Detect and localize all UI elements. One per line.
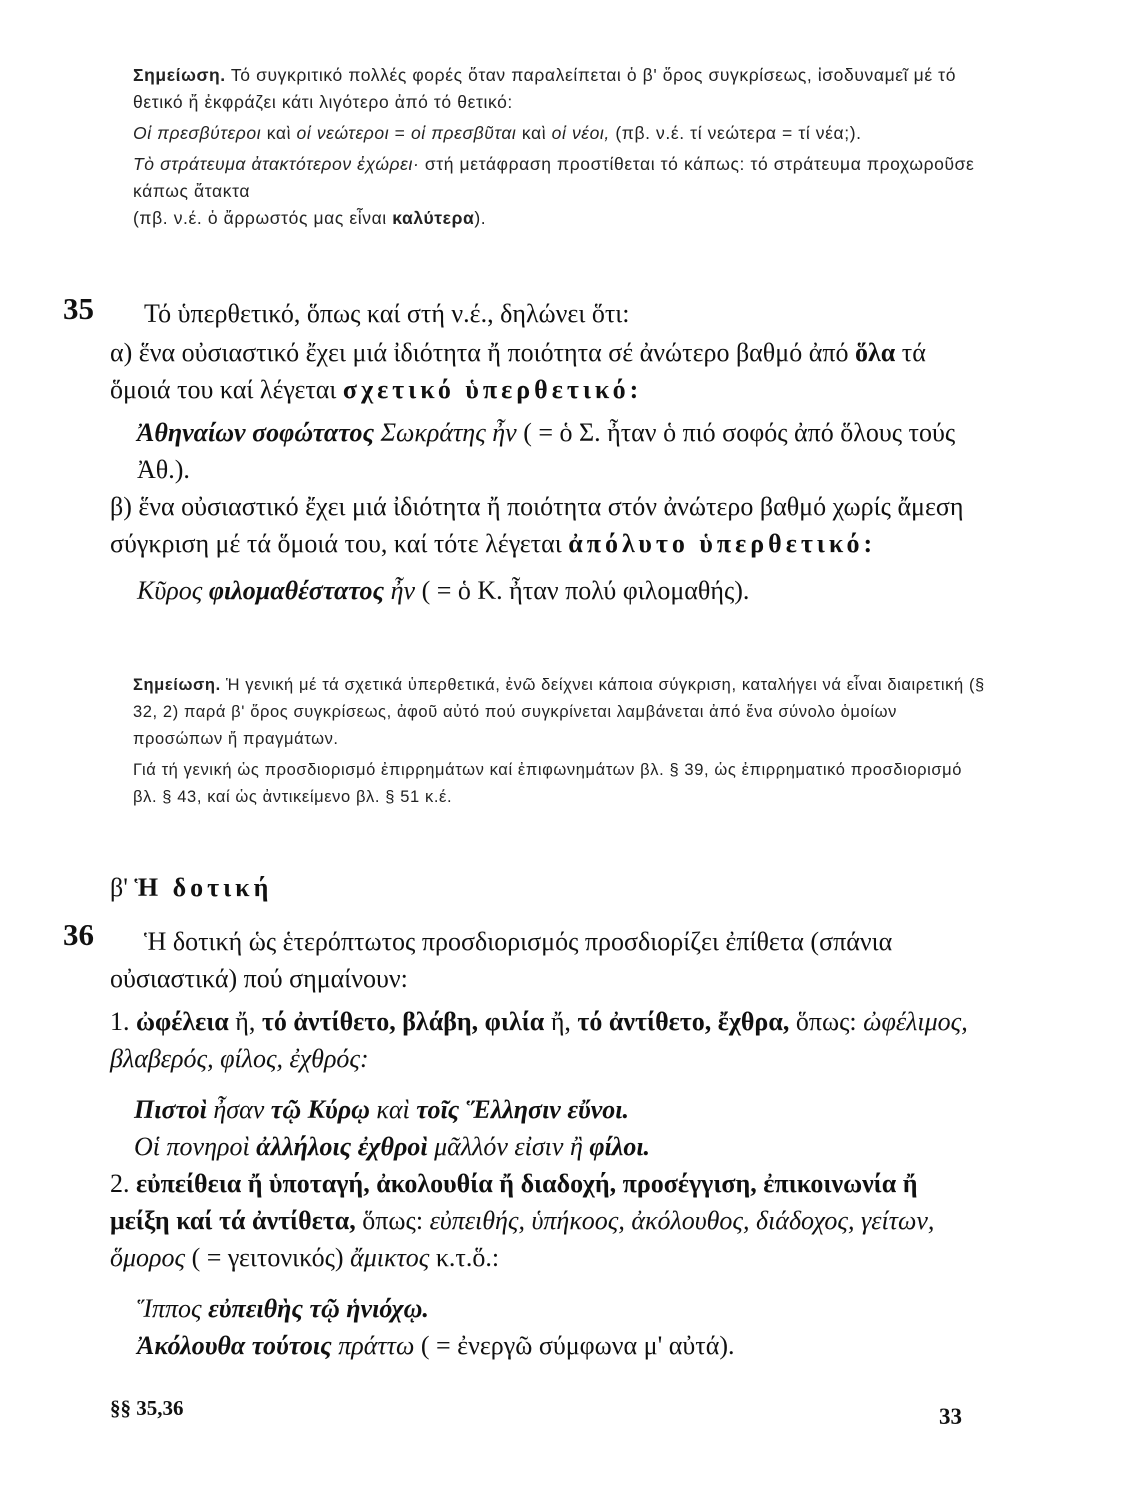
section-36-body xyxy=(110,923,976,1364)
section-number-36: 36 xyxy=(63,917,94,952)
note-example: Οἱ πρεσβύτεροι καὶ οἱ νεώτεροι = οἱ πρεσβῦται καὶ οἱ νέοι, (πβ. ν.έ. τί νεώτερα = τί νέα;). xyxy=(133,123,862,143)
example-2: Οἱ πονηροὶ ἀλλήλοις ἐχθροὶ μᾶλλόν εἰσιν ἢ φίλοι. xyxy=(134,1132,651,1161)
point-b: β) ἕνα οὐσιαστικό ἔχει μιά ἰδιότητα ἤ ποιότητα στόν ἀνώτερο βαθμό χωρίς ἄμεση σύγκριση μέ τά ὅμοιά του, καί τότε λέγεται ἀπόλυτο ὑπερθετικό: xyxy=(110,492,964,558)
point-a: α) ἕνα οὐσιαστικό ἔχει μιά ἰδιότητα ἤ ποιότητα σέ ἀνώτερο βαθμό ἀπό ὅλα τά ὅμοιά του καί λέγεται σχετικό ὑπερθετικό: xyxy=(110,338,926,404)
note-comparative xyxy=(133,62,988,236)
example-3: Ἵππος εὐπειθὴς τῷ ἡνιόχῳ. xyxy=(137,1294,429,1323)
note-genitive xyxy=(133,672,988,815)
note-paragraph: Γιά τή γενική ὡς προσδιορισμό ἐπιρρημάτων καί ἐπιφωνημάτων βλ. § 39, ὡς ἐπιρρηματικό προσδιορισμό βλ. § 43, καί ὡς ἀντικείμενο βλ. § 51 κ.έ. xyxy=(133,761,963,806)
example-b: Κῦρος φιλομαθέστατος ἦν ( = ὁ Κ. ἦταν πολύ φιλομαθής). xyxy=(137,576,750,605)
example-4: Ἀκόλουθα τούτοις πράττω ( = ἐνεργῶ σύμφωνα μ' αὐτά). xyxy=(137,1331,735,1360)
example-1: Πιστοὶ ἦσαν τῷ Κύρῳ καὶ τοῖς Ἕλλησιν εὔνοι. xyxy=(134,1095,630,1124)
footer-section-ref: §§ 35,36 xyxy=(110,1396,184,1420)
page-number: 33 xyxy=(939,1404,962,1429)
point-1: 1. ὠφέλεια ἤ, τό ἀντίθετο, βλάβη, φιλία ἤ, τό ἀντίθετο, ἔχθρα, ὅπως: ὠφέλιμος, βλαβερός, φίλος, ἐχθρός: xyxy=(110,1007,968,1073)
note-paragraph: Σημείωση. Τό συγκριτικό πολλές φορές ὅταν παραλείπεται ὁ β' ὅρος συγκρίσεως, ἰσοδυναμεῖ μέ τό θετικό ἤ ἐκφράζει κάτι λιγότερο ἀπό τό θετικό: xyxy=(133,65,957,112)
section-intro: Τό ὑπερθετικό, ὅπως καί στή ν.έ., δηλώνει ὅτι: xyxy=(144,299,630,328)
section-intro: Ἡ δοτική ὡς ἑτερόπτωτος προσδιορισμός προσδιορίζει ἐπίθετα (σπάνια οὐσιαστικά) πού σημαίνουν: xyxy=(110,927,893,993)
note-label: Σημείωση. xyxy=(133,65,226,85)
note-example: Τὸ στράτευμα ἀτακτότερον ἐχώρει· στή μετάφραση προστίθεται τό κάπως: τό στράτευμα προχωροῦσε κάπως ἄτακτα (πβ. ν.έ. ὁ ἄρρωστός μας εἶναι καλύτερα). xyxy=(133,154,975,228)
section-heading-dative: β' Ἡ δοτική xyxy=(110,873,273,902)
term-absolute-superlative: ἀπόλυτο ὑπερθετικό: xyxy=(568,529,877,558)
note-paragraph: Σημείωση. Ἡ γενική μέ τά σχετικά ὑπερθετικά, ἐνῶ δείχνει κάποια σύγκριση, καταλήγει νά εἶναι διαιρετική (§ 32, 2) παρά β' ὅρος συγκρίσεως, ἀφοῦ αὐτό πού συγκρίνεται λαμβάνεται ἀπό ἕνα σύνολο ὁμοίων προσώπων ἤ πραγμάτων. xyxy=(133,676,985,748)
example-a: Ἀθηναίων σοφώτατος Σωκράτης ἦν ( = ὁ Σ. ἦταν ὁ πιό σοφός ἀπό ὅλους τούς Ἀθ.). xyxy=(137,418,956,484)
note-label: Σημείωση. xyxy=(133,676,221,694)
term-relative-superlative: σχετικό ὑπερθετικό: xyxy=(342,375,643,404)
point-2: 2. εὐπείθεια ἤ ὑποταγή, ἀκολουθία ἤ διαδοχή, προσέγγιση, ἐπικοινωνία ἤ μείξη καί τά ἀντίθετα, ὅπως: εὐπειθής, ὑπήκοος, ἀκόλουθος, διάδοχος, γείτων, ὅμορος ( = γειτονικός) ἄμικτος κ.τ.ὅ.: xyxy=(110,1169,935,1272)
section-35-body xyxy=(110,295,976,609)
section-number-35: 35 xyxy=(63,291,94,326)
